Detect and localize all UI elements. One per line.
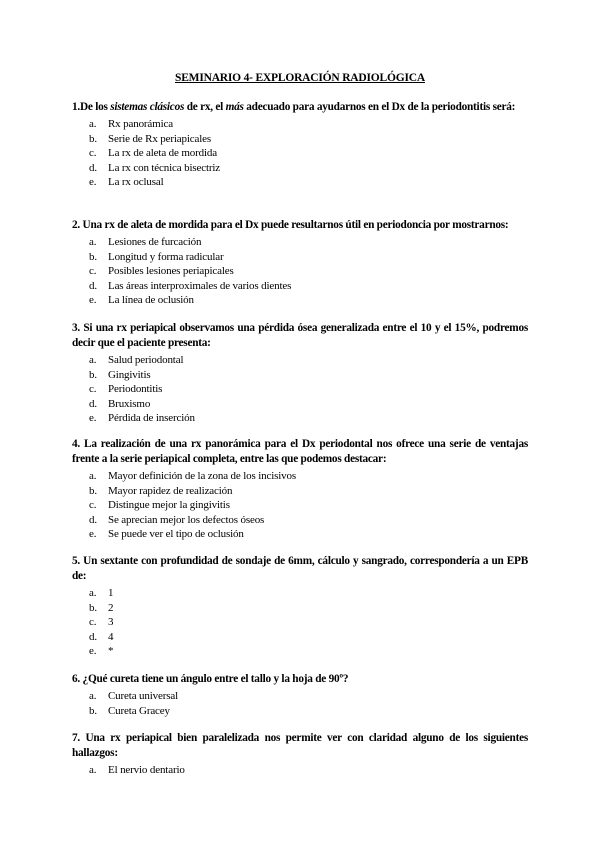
option: [72, 293, 528, 308]
question-text: [72, 437, 528, 467]
option: [72, 601, 528, 616]
option: [72, 132, 528, 147]
option-letter: c.: [89, 147, 97, 160]
option-letter: c.: [89, 616, 97, 629]
question-3: [72, 321, 528, 426]
option-text: *: [108, 645, 114, 658]
option-text: Rx panorámica: [108, 118, 173, 130]
option-letter: e.: [89, 412, 97, 425]
option-letter: c.: [89, 499, 97, 512]
option-text: Se aprecian mejor los defectos óseos: [108, 513, 265, 526]
option-text: La rx oclusal: [108, 176, 164, 189]
option-list: [72, 353, 528, 426]
option-letter: b.: [89, 250, 97, 263]
option: [72, 353, 528, 368]
option: [72, 586, 528, 601]
option: [72, 644, 528, 659]
option-list: [72, 586, 528, 659]
option-text: Longitud y forma radicular: [108, 250, 224, 263]
option-list: [72, 689, 528, 718]
question-text-part-italic: más: [225, 101, 244, 113]
option-letter: a.: [89, 587, 97, 599]
option: [72, 382, 528, 397]
option-letter: a.: [89, 354, 97, 366]
question-text: [72, 100, 528, 115]
option: [72, 146, 528, 161]
question-6: [72, 672, 528, 718]
option-letter: b.: [89, 132, 97, 145]
option-letter: d.: [89, 161, 97, 174]
option-list: [72, 235, 528, 308]
option: [72, 368, 528, 383]
question-7: [72, 731, 528, 778]
question-text-part: 4. La realización de una rx panorámica para el Dx periodontal nos ofrece una serie de ventajas frente a la serie periapical completa, entre las que podemos destacar:: [72, 438, 528, 465]
option-text: Se puede ver el tipo de oclusión: [108, 528, 244, 541]
question-text: [72, 554, 528, 584]
option: [72, 235, 528, 250]
option-text: Cureta Gracey: [108, 704, 170, 717]
option-text: Pérdida de inserción: [108, 412, 195, 425]
option-letter: e.: [89, 645, 97, 658]
question-text-part: de rx, el: [184, 101, 226, 113]
option-text: 2: [108, 601, 114, 614]
option-text: Periodontitis: [108, 383, 163, 396]
option-text: 4: [108, 630, 114, 643]
option: [72, 469, 528, 484]
document-title: SEMINARIO 4- EXPLORACIÓN RADIOLÓGICA: [175, 72, 425, 84]
option: [72, 397, 528, 412]
question-text: [72, 672, 528, 687]
question-1: [72, 100, 528, 190]
option-letter: d.: [89, 630, 97, 643]
option: [72, 498, 528, 513]
option-text: Mayor definición de la zona de los incisivos: [108, 470, 296, 482]
option: [72, 689, 528, 704]
option-letter: d.: [89, 397, 97, 410]
option-letter: b.: [89, 601, 97, 614]
option: [72, 704, 528, 719]
option: [72, 250, 528, 265]
option: [72, 763, 528, 778]
option-letter: a.: [89, 764, 97, 776]
option-text: Distingue mejor la gingivitis: [108, 499, 230, 512]
option-text: Salud periodontal: [108, 354, 184, 366]
question-4: [72, 437, 528, 542]
option-letter: e.: [89, 528, 97, 541]
option-letter: a.: [89, 690, 97, 702]
option-text: Mayor rapidez de realización: [108, 484, 233, 497]
option: [72, 615, 528, 630]
option-list: [72, 117, 528, 190]
option: [72, 161, 528, 176]
option: [72, 484, 528, 499]
option: [72, 175, 528, 190]
question-text-part: 1.De los: [72, 101, 111, 113]
option-letter: d.: [89, 513, 97, 526]
option-text: La línea de oclusión: [108, 294, 194, 307]
option-text: Gingivitis: [108, 368, 151, 381]
question-text: [72, 321, 528, 351]
option-letter: a.: [89, 236, 97, 248]
option: [72, 117, 528, 132]
option-text: 3: [108, 616, 114, 629]
option-letter: e.: [89, 294, 97, 307]
option-list: [72, 763, 528, 778]
option: [72, 630, 528, 645]
option: [72, 527, 528, 542]
question-text-part: 3. Si una rx periapical observamos una pérdida ósea generalizada entre el 10 y el 15%, podremos decir que el paciente presenta:: [72, 322, 528, 349]
option: [72, 513, 528, 528]
option-letter: b.: [89, 368, 97, 381]
option-letter: d.: [89, 279, 97, 292]
question-text: [72, 731, 528, 761]
option-list: [72, 469, 528, 542]
option-letter: a.: [89, 470, 97, 482]
question-5: [72, 554, 528, 659]
question-text-part: adecuado para ayudarnos en el Dx de la periodontitis será:: [243, 101, 516, 113]
option-text: 1: [108, 587, 114, 599]
option-text: La rx de aleta de mordida: [108, 147, 217, 160]
option-letter: b.: [89, 484, 97, 497]
option-text: La rx con técnica bisectriz: [108, 161, 220, 174]
option-letter: c.: [89, 265, 97, 278]
option-text: Lesiones de furcación: [108, 236, 202, 248]
option-letter: e.: [89, 176, 97, 189]
option: [72, 264, 528, 279]
option: [72, 279, 528, 294]
option-text: Serie de Rx periapicales: [108, 132, 211, 145]
option-letter: a.: [89, 118, 97, 130]
question-text-part: 6. ¿Qué cureta tiene un ángulo entre el tallo y la hoja de 90º?: [72, 673, 349, 685]
option-text: Bruxismo: [108, 397, 151, 410]
question-text-part: 5. Un sextante con profundidad de sondaje de 6mm, cálculo y sangrado, correspondería a un EPB de:: [72, 555, 528, 582]
question-text-part: 7. Una rx periapical bien paralelizada nos permite ver con claridad alguno de los siguientes hallazgos:: [72, 732, 528, 759]
question-2: [72, 218, 528, 308]
option: [72, 411, 528, 426]
option-letter: c.: [89, 383, 97, 396]
question-text-part: 2. Una rx de aleta de mordida para el Dx puede resultarnos útil en periodoncia por mostrarnos:: [72, 219, 509, 231]
option-letter: b.: [89, 704, 97, 717]
question-text-part-italic: sistemas clásicos: [110, 101, 185, 113]
option-text: Las áreas interproximales de varios dientes: [108, 279, 292, 292]
option-text: Posibles lesiones periapicales: [108, 265, 234, 278]
question-text: [72, 218, 528, 233]
option-text: El nervio dentario: [108, 764, 185, 776]
option-text: Cureta universal: [108, 690, 178, 702]
